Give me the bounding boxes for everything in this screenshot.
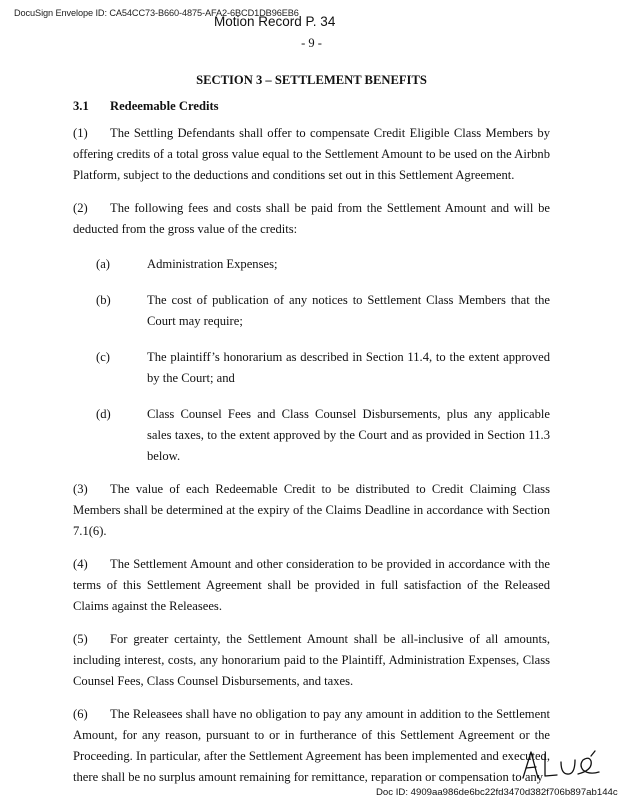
paragraph-number: (3): [73, 482, 88, 496]
initials-signature: [521, 748, 601, 782]
list-item-text: Administration Expenses;: [147, 257, 278, 271]
page-number: - 9 -: [301, 36, 322, 50]
paragraph-4: [73, 554, 550, 617]
paragraph-6: [73, 704, 550, 788]
subsection-title: Redeemable Credits: [110, 99, 219, 113]
list-item-label: (c): [96, 350, 110, 364]
paragraph-3: [73, 479, 550, 542]
paragraph-text: For greater certainty, the Settlement Amount shall be all-inclusive of all amounts, including interest, costs, any honorarium paid to the Plaintiff, Administration Expenses, Class Counsel Fees, Class Counsel Disbursements, and taxes.: [73, 632, 550, 688]
document-body: [73, 70, 550, 800]
list-item-text: The plaintiff’s honorarium as described in Section 11.4, to the extent approved by the Court; and: [147, 350, 550, 385]
list-item: [96, 347, 550, 389]
paragraph-1: [73, 123, 550, 186]
list-item-text: Class Counsel Fees and Class Counsel Disbursements, plus any applicable sales taxes, to the extent approved by the Court and as provided in Section 11.3 below.: [147, 407, 550, 463]
motion-record-label: Motion Record P. 34: [214, 14, 336, 29]
handwritten-initials-icon: [521, 748, 601, 782]
section-title: SECTION 3 – SETTLEMENT BENEFITS: [196, 73, 427, 87]
subsection-heading: [73, 96, 550, 117]
paragraph-text: The Settlement Amount and other consideration to be provided in accordance with the terms of this Settlement Agreement shall be provided in full satisfaction of the Released Claims against the Releasees.: [73, 557, 550, 613]
document-id: Doc ID: 4909aa986de6bc22fd3470d382f706b897ab144c: [376, 787, 618, 798]
paragraph-number: (5): [73, 632, 88, 646]
list-item: [96, 290, 550, 332]
list-item: [96, 254, 550, 275]
paragraph-number: (1): [73, 126, 88, 140]
docusign-envelope-id: DocuSign Envelope ID: CA54CC73-B660-4875-AFA2-6BCD1DB96EB6: [14, 8, 299, 18]
list-item-label: (b): [96, 293, 111, 307]
list-item-label: (d): [96, 407, 111, 421]
paragraph-number: (4): [73, 557, 88, 571]
paragraph-number: (2): [73, 201, 88, 215]
list-item-text: The cost of publication of any notices to Settlement Class Members that the Court may require;: [147, 293, 550, 328]
paragraph-2: [73, 198, 550, 240]
paragraph-text: The value of each Redeemable Credit to be distributed to Credit Claiming Class Members shall be determined at the expiry of the Claims Deadline in accordance with Section 7.1(6).: [73, 482, 550, 538]
paragraph-text: The Releasees shall have no obligation to pay any amount in addition to the Settlement Amount, for any reason, pursuant to or in furtherance of this Settlement Agreement or the Proceeding. In particular, after the Settlement Agreement has been implemented and executed, there shall be no surplus amount remaining for remittance, reparation or compensation to any: [73, 707, 550, 784]
list-item: [96, 404, 550, 467]
list-item-label: (a): [96, 257, 110, 271]
subsection-number: 3.1: [73, 99, 89, 113]
paragraph-text: The following fees and costs shall be paid from the Settlement Amount and will be deducted from the gross value of the credits:: [73, 201, 550, 236]
paragraph-number: (6): [73, 707, 88, 721]
paragraph-text: The Settling Defendants shall offer to compensate Credit Eligible Class Members by offering credits of a total gross value equal to the Settlement Amount to be used on the Airbnb Platform, subject to the deductions and conditions set out in this Settlement Agreement.: [73, 126, 550, 182]
paragraph-5: [73, 629, 550, 692]
deduction-list: [73, 254, 550, 467]
